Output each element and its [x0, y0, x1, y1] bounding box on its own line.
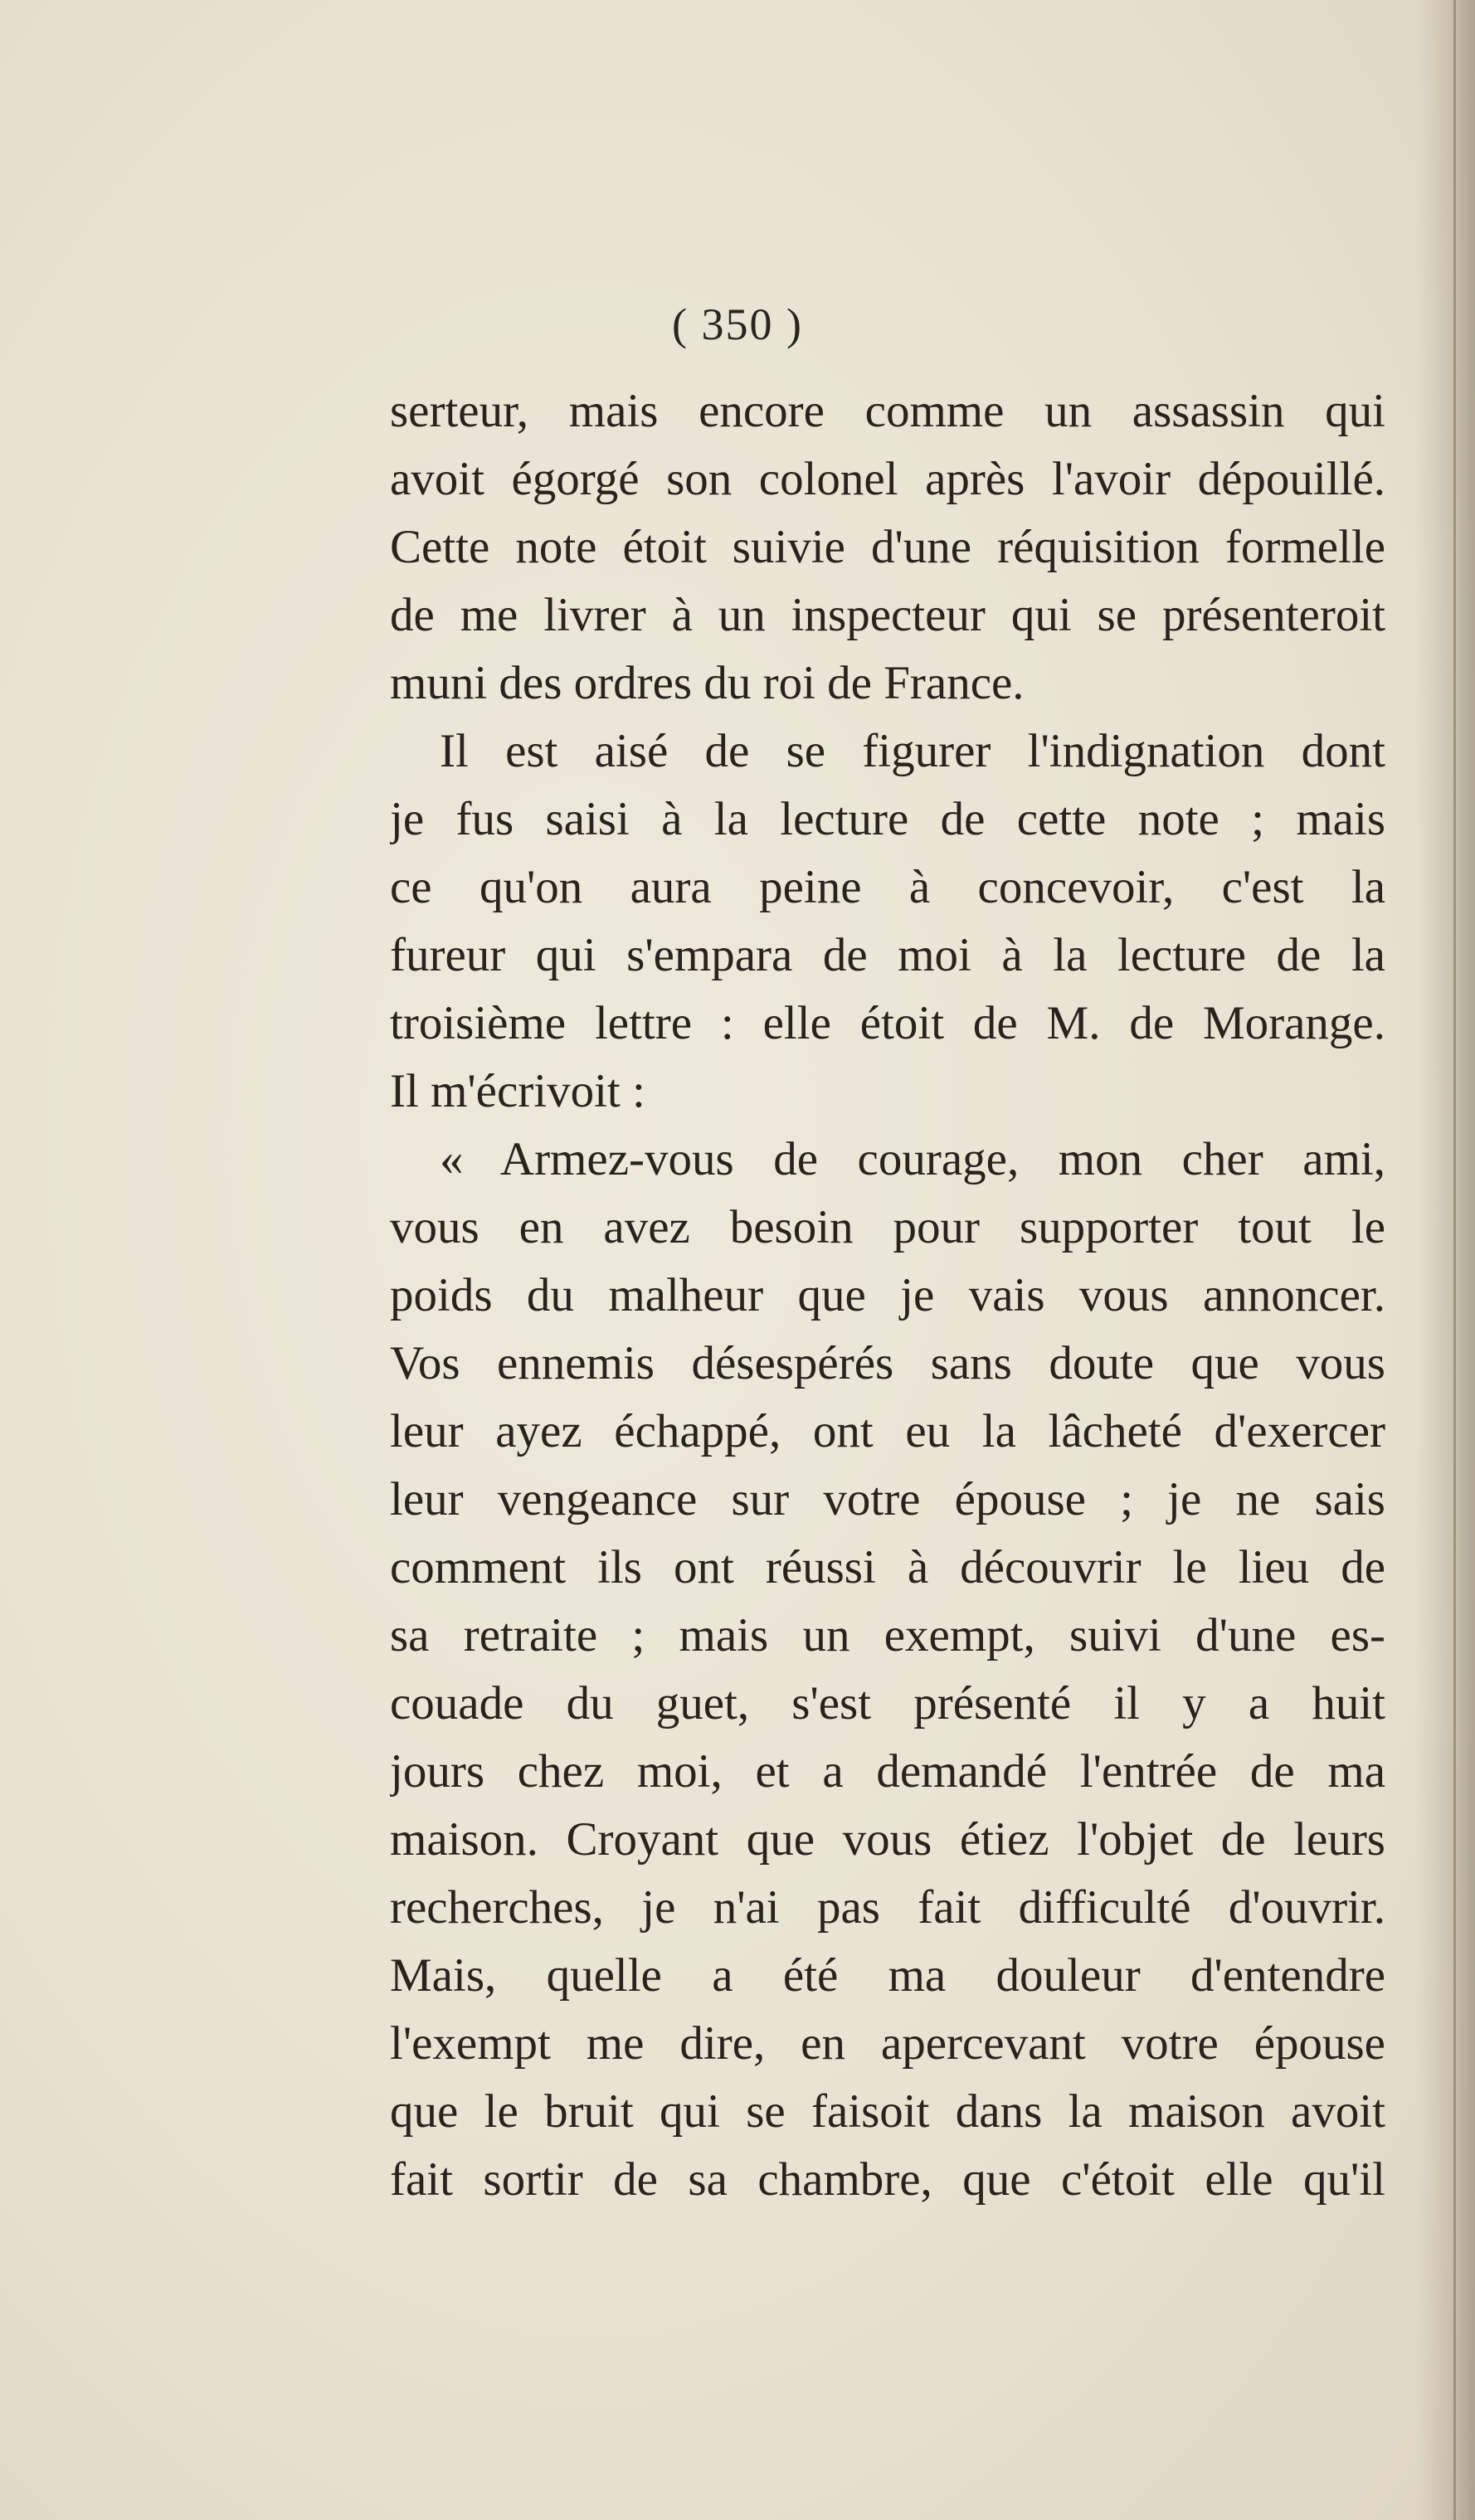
text-line: serteur, mais encore comme un assassin qui: [390, 385, 1385, 437]
text-line: fait sortir de sa chambre, que c'étoit elle qu'il: [390, 2153, 1385, 2206]
text-line: avoit égorgé son colonel après l'avoir dépouillé.: [390, 453, 1385, 505]
text-line: troisième lettre : elle étoit de M. de Morange.: [390, 997, 1385, 1049]
text-line: Mais, quelle a été ma douleur d'entendre: [390, 1949, 1385, 2002]
text-line: recherches, je n'ai pas fait difficulté d'ouvrir.: [390, 1881, 1385, 1934]
text-line: comment ils ont réussi à découvrir le lieu de: [390, 1541, 1385, 1593]
text-line: vous en avez besoin pour supporter tout le: [390, 1201, 1385, 1253]
text-line: poids du malheur que je vais vous annoncer.: [390, 1269, 1385, 1321]
text-line: muni des ordres du roi de France.: [390, 657, 1025, 709]
text-line: Il est aisé de se figurer l'indignation dont: [440, 725, 1385, 777]
text-line: leur vengeance sur votre épouse ; je ne sais: [390, 1473, 1385, 1525]
text-line: que le bruit qui se faisoit dans la maison avoit: [390, 2085, 1385, 2138]
text-body: [390, 377, 1385, 2214]
text-line: de me livrer à un inspecteur qui se présenteroit: [390, 589, 1385, 641]
text-line: l'exempt me dire, en apercevant votre épouse: [390, 2017, 1385, 2070]
text-line: sa retraite ; mais un exempt, suivi d'une es-: [390, 1609, 1385, 1661]
text-line: ce qu'on aura peine à concevoir, c'est la: [390, 861, 1385, 913]
page-edge-shadow: [1417, 0, 1475, 2520]
text-line: maison. Croyant que vous étiez l'objet de leurs: [390, 1813, 1385, 1866]
text-line: je fus saisi à la lecture de cette note ; mais: [390, 793, 1385, 845]
text-line: jours chez moi, et a demandé l'entrée de ma: [390, 1745, 1385, 1798]
text-line: « Armez-vous de courage, mon cher ami,: [440, 1133, 1385, 1185]
text-line: Cette note étoit suivie d'une réquisition formelle: [390, 521, 1385, 573]
text-line: leur ayez échappé, ont eu la lâcheté d'exercer: [390, 1405, 1385, 1457]
text-line: couade du guet, s'est présenté il y a huit: [390, 1677, 1385, 1729]
page-edge-line: [1453, 0, 1456, 2520]
text-line: Vos ennemis désespérés sans doute que vous: [390, 1337, 1385, 1389]
text-line: Il m'écrivoit :: [390, 1065, 645, 1117]
text-line: fureur qui s'empara de moi à la lecture de la: [390, 929, 1385, 981]
page-number: ( 350 ): [672, 299, 803, 349]
